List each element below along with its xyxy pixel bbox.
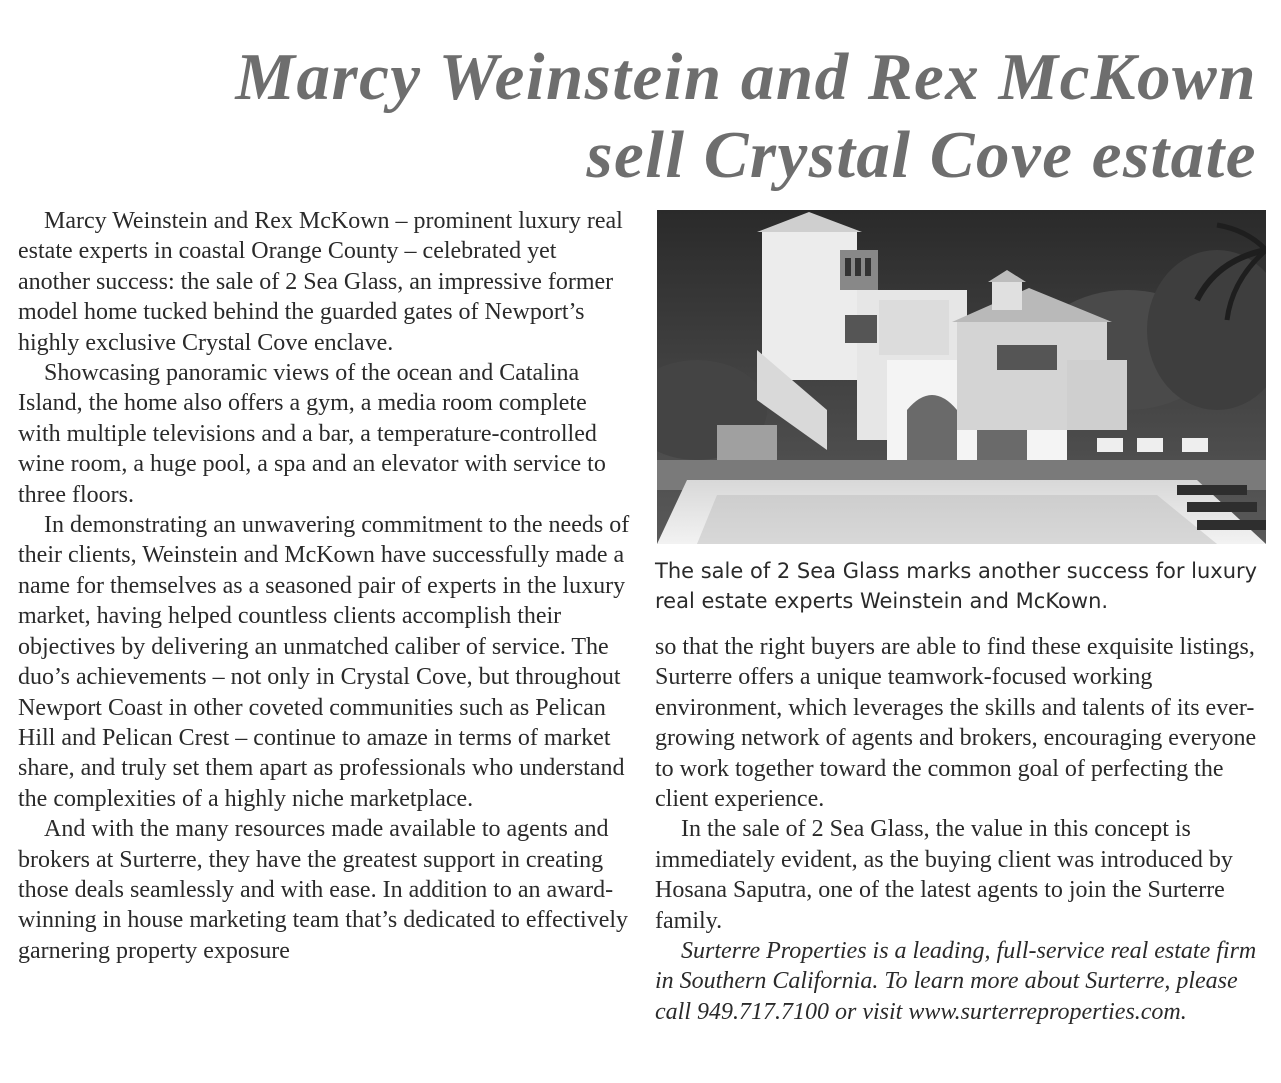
estate-photo <box>657 210 1266 544</box>
closing-paragraph: Surterre Properties is a leading, full-service real estate firm in Southern California. To learn more about Surterre, please call 949.717.7100 or visit www.surterreproperties.com. <box>655 938 1257 1025</box>
headline-line-1: Marcy Weinstein and Rex McKown <box>235 40 1257 114</box>
body-paragraph: so that the right buyers are able to find these exquisite listings, Surterre offers a unique teamwork-focused working environment, which leverages the skills and talents of its ever-growing network of agents and brokers, encouraging everyone to work together toward the common goal of perfecting the client experience. <box>655 634 1257 813</box>
body-paragraph: Marcy Weinstein and Rex McKown – prominent luxury real estate experts in coastal Orange County – celebrated yet another success: the sale of 2 Sea Glass, an impressive former model home tucked behind the guarded gates of Newport’s highly exclusive Crystal Cove enclave. <box>18 208 623 356</box>
body-paragraph: In the sale of 2 Sea Glass, the value in this concept is immediately evident, as the buying client was introduced by Hosana Saputra, one of the latest agents to join the Surterre family. <box>655 816 1233 934</box>
body-paragraph: Showcasing panoramic views of the ocean and Catalina Island, the home also offers a gym, a media room complete with multiple televisions and a bar, a temperature-controlled wine room, a huge pool, a spa and an elevator with service to three floors. <box>18 360 606 508</box>
headline-line-2: sell Crystal Cove estate <box>586 118 1257 192</box>
body-paragraph: And with the many resources made available to agents and brokers at Surterre, they have the greatest support in creating those deals seamlessly and with ease. In addition to an award-winning in house marketing team that’s dedicated to effectively garnering property exposure <box>18 816 629 964</box>
left-column <box>18 206 630 966</box>
right-column <box>655 632 1265 1027</box>
body-paragraph: In demonstrating an unwavering commitment to the needs of their clients, Weinstein and McKown have successfully made a name for themselves as a seasoned pair of experts in the luxury market, having helped countless clients accomplish their objectives by delivering an unmatched caliber of service. The duo’s achievements – not only in Crystal Cove, but throughout Newport Coast in other coveted communities such as Pelican Hill and Pelican Crest – continue to amaze in terms of market share, and truly set them apart as professionals who understand the complexities of a highly niche marketplace. <box>18 512 630 812</box>
article-headline <box>107 38 1257 194</box>
photo-caption: The sale of 2 Sea Glass marks another success for luxury real estate experts Weinstein and McKown. <box>655 559 1258 613</box>
estate-photo-illustration <box>657 210 1266 544</box>
